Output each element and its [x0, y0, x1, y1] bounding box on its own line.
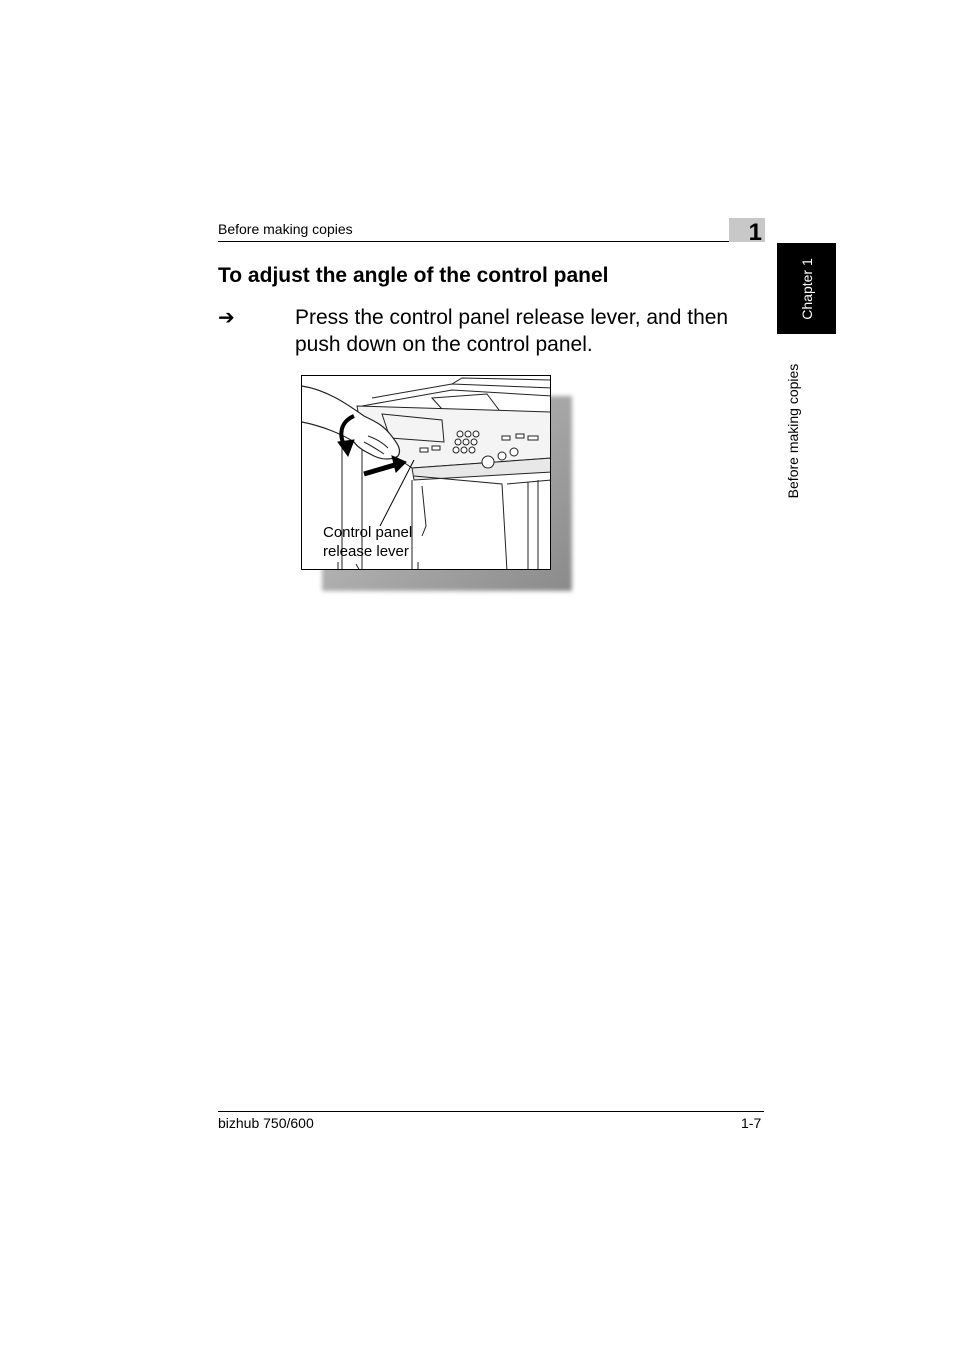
chapter-side-tab	[777, 243, 836, 334]
footer-rule	[218, 1111, 764, 1112]
running-head: Before making copies	[218, 221, 353, 237]
chapter-number: 1	[748, 219, 762, 246]
figure-callout-label: Control panel release lever	[323, 524, 413, 560]
footer-page-number: 1-7	[741, 1115, 762, 1131]
section-side-label	[777, 350, 809, 512]
chapter-number-box	[729, 218, 765, 246]
chapter-side-tab-label: Chapter 1	[798, 257, 815, 320]
control-panel-illustration	[301, 375, 551, 570]
footer-model: bizhub 750/600	[218, 1115, 314, 1131]
page-title: To adjust the angle of the control panel	[218, 264, 609, 287]
step-instruction: Press the control panel release lever, and then push down on the control panel.	[295, 306, 729, 356]
step-arrow-icon: ➔	[218, 307, 235, 329]
section-side-label-text: Before making copies	[785, 363, 801, 499]
header-rule	[218, 241, 764, 242]
